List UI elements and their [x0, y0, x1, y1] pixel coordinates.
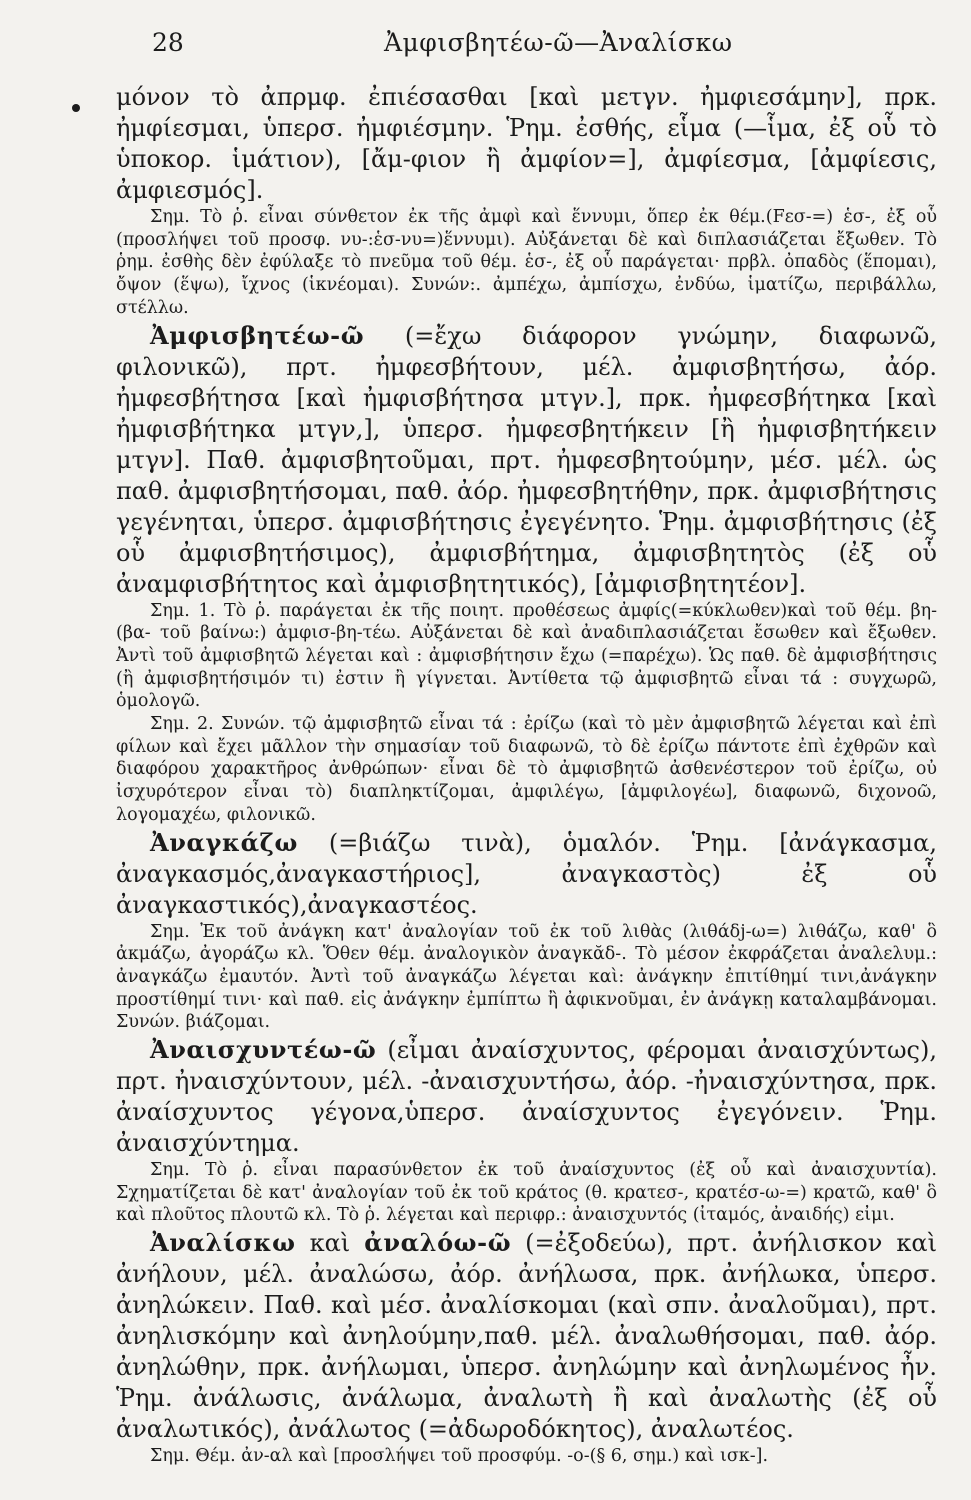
margin-dot [72, 104, 80, 112]
entry-text: Σημ. Τὸ ῥ. εἶναι σύνθετον ἐκ τῆς ἀμφὶ καὶ ἕννυμι, ὅπερ ἐκ θέμ.(Fεσ-=) ἑσ-, ἐξ οὗ (προσλήψει τοῦ προσφ. νυ-:ἑσ-νυ=)ἕννυμι). Αὐξάνεται δὲ καὶ διπλασιάζεται ἔξωθεν. Τὸ ῥημ. ἐσθὴς δὲν ἐφύλαξε τὸ πνεῦμα τοῦ θέμ. ἑσ-, ἐξ οὗ παράγεται· πρβλ. ὀπαδὸς (ἕπομαι), ὄψον (ἕψω), ἴχνος (ἱκνέομαι). Συνών:. ἀμπέχω, ἀμπίσχω, ἐνδύω, ἱματίζω, περιβάλλω, στέλλω. [116, 207, 937, 318]
entry-paragraph [116, 1227, 937, 1445]
entry-text: (=ἔχω διάφορον γνώμην, διαφωνῶ, φιλονικῶ), πρτ. ἠμφεσβήτουν, μέλ. ἀμφισβητήσω, ἀόρ. ἠμφεσβήτησα [καὶ ἠμφισβήτησα μτγν.], πρκ. ἠμφεσβήτηκα [καὶ ἠμφισβήτηκα μτγν,], ὑπερσ. ἠμφεσβητήκειν [ἢ ἠμφισβητήκειν μτγν]. Παθ. ἀμφισβητοῦμαι, πρτ. ἠμφεσβητούμην, μέσ. μέλ. ὡς παθ. ἀμφισβητήσομαι, παθ. ἀόρ. ἠμφεσβητήθην, πρκ. ἀμφισβήτησις γεγένηται, ὑπερσ. ἀμφισβήτησις ἐγεγένητο. Ῥημ. ἀμφισβήτησις (ἐξ οὗ ἀμφισβητήσιμος), ἀμφισβήτημα, ἀμφισβητητὸς (ἐξ οὗ ἀναμφισβήτητος καὶ ἀμφισβητητικός), [ἀμφισβητητέον]. [116, 321, 937, 598]
entry-text: Σημ. Θέμ. ἀν-αλ καὶ [προσλήψει τοῦ προσφύμ. -ο-(§ 6, σημ.) καὶ ισκ-]. [150, 1446, 769, 1467]
headword: Ἀναλίσκω [150, 1228, 296, 1258]
entry-text: (εἶμαι ἀναίσχυντος, φέρομαι ἀναισχύντως), πρτ. ἠναισχύντουν, μέλ. -ἀναισχυντήσω, ἀόρ. -ἠναισχύντησα, πρκ. ἀναίσχυντος γέγονα,ὑπερσ. ἀναίσχυντος ἐγεγόνειν. Ῥημ. ἀναισχύντημα. [116, 1036, 937, 1158]
entry-text: καὶ [295, 1229, 365, 1258]
headword: Ἀναγκάζω [150, 827, 298, 857]
running-head: Ἀμφισβητέω-ῶ—Ἀναλίσκω [384, 28, 733, 57]
entry-paragraph [116, 827, 937, 921]
note-paragraph [116, 921, 937, 1035]
entry-text: Σημ. Τὸ ῥ. εἶναι παρασύνθετον ἐκ τοῦ ἀναίσχυντος (ἐξ οὗ καὶ ἀναισχυντία). Σχηματίζεται δὲ κατ' ἀναλογίαν τοῦ ἐκ τοῦ κράτος (θ. κρατεσ-, κρατέσ-ω-=) κρατῶ, καθ' ὃ καὶ πλοῦτος πλουτῶ κλ. Τὸ ῥ. λέγεται καὶ περιφρ.: ἀναισχυντός (ἰταμός, ἀναιδής) εἰμι. [116, 1160, 937, 1226]
entry-paragraph [116, 320, 937, 600]
note-paragraph [116, 713, 937, 827]
entry-paragraph [116, 1034, 937, 1159]
headword: Ἀναισχυντέω-ῶ [150, 1035, 377, 1065]
entry-text: Σημ. Ἐκ τοῦ ἀνάγκη κατ' ἀναλογίαν τοῦ ἐκ τοῦ λιθὰς (λιθάδj-ω=) λιθάζω, καθ' ὃ ἀκμάζω, ἀγοράζω κλ. Ὅθεν θέμ. ἀναλογικὸν ἀναγκᾰδ-. Τὸ μέσον ἐκφράζεται ἀναλελυμ.: ἀναγκάζω ἐμαυτόν. Ἀντὶ τοῦ ἀναγκάζω λέγεται καὶ: ἀνάγκην ἐπιτίθημί τινι,ἀνάγκην προστίθημί τινι· καὶ παθ. εἰς ἀνάγκην ἐμπίπτω ἢ ἀφικνοῦμαι, ἐν ἀνάγκῃ καταλαμβάνομαι. Συνών. βιάζομαι. [116, 921, 937, 1033]
page-header [116, 28, 937, 70]
headword: ἀναλόω-ῶ [364, 1228, 512, 1258]
entry-text: (=ἐξοδεύω), πρτ. ἀνήλισκον καὶ ἀνήλουν, μέλ. ἀναλώσω, ἀόρ. ἀνήλωσα, πρκ. ἀνήλωκα, ὑπερσ. ἀνηλώκειν. Παθ. καὶ μέσ. ἀναλίσκομαι (καὶ σπν. ἀναλοῦμαι), πρτ. ἀνηλισκόμην καὶ ἀνηλούμην,παθ. μέλ. ἀναλωθήσομαι, παθ. ἀόρ. ἀνηλώθην, πρκ. ἀνήλωμαι, ὑπερσ. ἀνηλώμην καὶ ἀνηλωμένος ἦν. Ῥημ. ἀνάλωσις, ἀνάλωμα, ἀναλωτὴ ἢ καὶ ἀναλωτὴς (ἐξ οὗ ἀναλωτικός), ἀνάλωτος (=ἀδωροδόκητος), ἀναλωτέος. [116, 1229, 938, 1444]
entry-text: (=βιάζω τινὰ), ὁμαλόν. Ῥημ. [ἀνάγκασμα, ἀναγκασμός,ἀναγκαστήριος], ἀναγκαστὸς) ἐξ οὗ ἀναγκαστικός),ἀναγκαστέος. [116, 828, 937, 919]
note-paragraph [116, 206, 937, 320]
headword: Ἀμφισβητέω-ῶ [150, 320, 365, 350]
note-paragraph [116, 1445, 937, 1468]
entry-text: Σημ. 1. Τὸ ῥ. παράγεται ἐκ τῆς ποιητ. προθέσεως ἀμφίς(=κύκλωθεν)καὶ τοῦ θέμ. βη- (βα- τοῦ βαίνω:) ἀμφισ-βη-τέω. Αὐξάνεται δὲ καὶ ἀναδιπλασιάζεται ἔσωθεν καὶ ἔξωθεν. Ἀντὶ τοῦ ἀμφισβητῶ λέγεται καὶ : ἀμφισβήτησιν ἔχω (=παρέχω). Ὡς παθ. δὲ ἀμφισβήτησις (ἢ ἀμφισβητήσιμόν τι) ἐστιν ἢ γίγνεται. Ἀντίθετα τῷ ἀμφισβητῶ εἶναι τά : συγχωρῶ, ὁμολογῶ. [116, 600, 937, 712]
note-paragraph [116, 1159, 937, 1227]
entry-continuation [116, 82, 937, 206]
entry-text: μόνον τὸ ἀπρμφ. ἐπιέσασθαι [καὶ μετγν. ἠμφιεσάμην], πρκ. ἠμφίεσμαι, ὑπερσ. ἠμφιέσμην. Ῥημ. ἐσθής, εἷμα (—ἷμα, ἐξ οὗ τὸ ὑποκορ. ἱμάτιον), [ἄμ-φιον ἢ ἀμφίον=], ἀμφίεσμα, [ἀμφίεσις, ἀμφιεσμός]. [116, 83, 937, 204]
page-number: 28 [152, 28, 184, 57]
note-paragraph [116, 600, 937, 714]
entry-text: Σημ. 2. Συνών. τῷ ἀμφισβητῶ εἶναι τά : ἐρίζω (καὶ τὸ μὲν ἀμφισβητῶ λέγεται καὶ ἐπὶ φίλων καὶ ἔχει μᾶλλον τὴν σημασίαν τοῦ διαφωνῶ, τὸ δὲ ἐρίζω πάντοτε ἐπὶ ἐχθρῶν καὶ διαφόρου χαρακτῆρος ἀνθρώπων· εἶναι δὲ τὸ ἀμφισβητῶ ἀσθενέστερον τοῦ ἐρίζω, οὐ ἰσχυρότερον εἶναι τὸ) διαπληκτίζομαι, ἀμφιλέγω, [ἀμφιλογέω], διαφωνῶ, διχονοῶ, λογομαχέω, φιλονικῶ. [116, 714, 937, 825]
page-text [116, 82, 937, 1468]
